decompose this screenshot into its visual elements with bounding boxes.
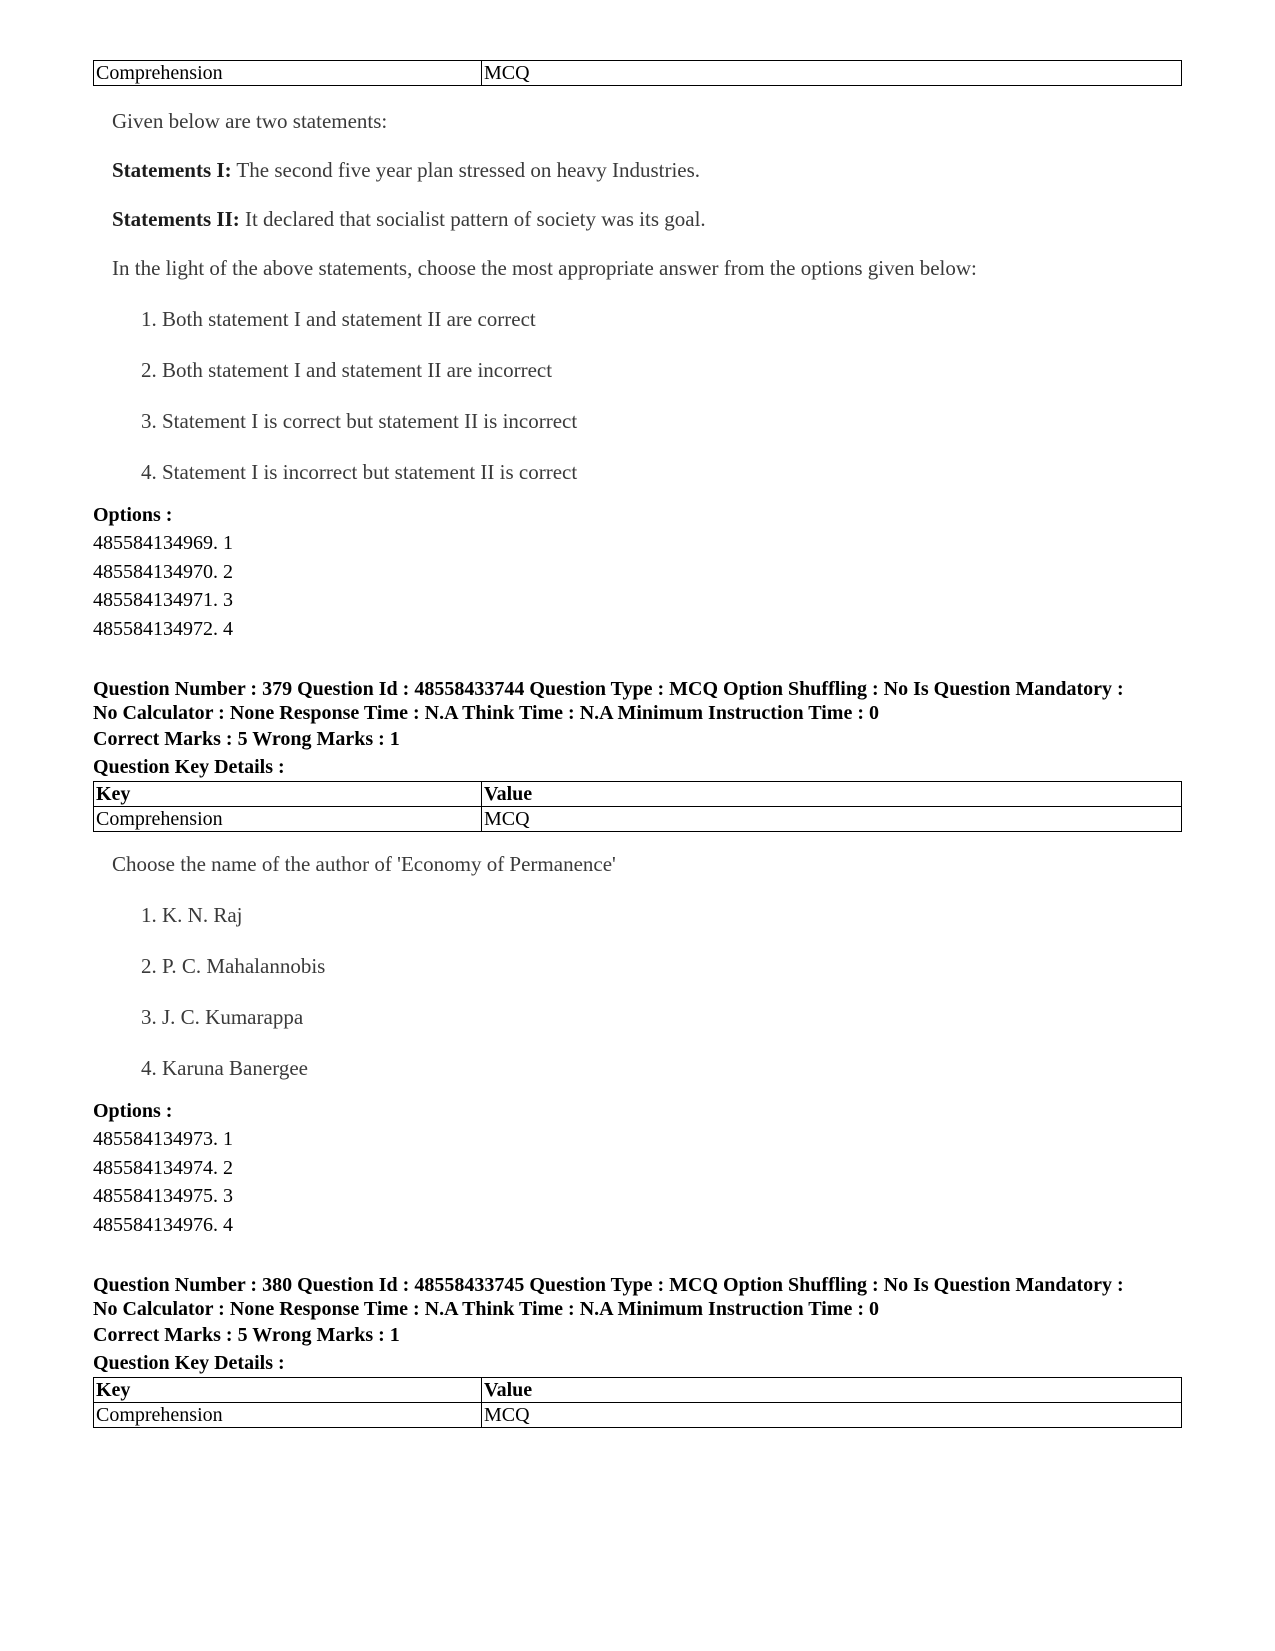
option-line: 485584134976. 4 [93, 1213, 233, 1236]
option-line: 485584134969. 1 [93, 532, 233, 554]
options-label: Options : [93, 1100, 173, 1122]
value-cell: MCQ [482, 807, 1182, 832]
table-header-row [94, 1378, 1182, 1403]
question-380-header [93, 1273, 1182, 1321]
key-details-table-top [93, 60, 1182, 86]
question-header-line: No Calculator : None Response Time : N.A Think Time : N.A Minimum Instruction Time : 0 [93, 702, 879, 724]
choice-3: 3. Statement I is correct but statement II is incorrect [141, 409, 578, 433]
value-header: Value [482, 1378, 1182, 1403]
choice-2: 2. Both statement I and statement II are incorrect [141, 358, 553, 382]
question-body-379 [93, 849, 1182, 1083]
question-header-line: No Calculator : None Response Time : N.A Think Time : N.A Minimum Instruction Time : 0 [93, 1298, 879, 1320]
choice-2: 2. P. C. Mahalannobis [141, 954, 326, 978]
choice-1: 1. Both statement I and statement II are correct [141, 307, 536, 331]
choice-4: 4. Karuna Banergee [141, 1056, 308, 1080]
question-body-statements [93, 106, 1182, 487]
statement-2 [93, 204, 1182, 234]
options-label: Options : [93, 504, 173, 526]
marks-line: Correct Marks : 5 Wrong Marks : 1 [93, 1324, 400, 1346]
statement-2-text: It declared that socialist pattern of society was its goal. [239, 207, 706, 231]
option-line: 485584134974. 2 [93, 1156, 233, 1179]
key-details-table-380 [93, 1377, 1182, 1428]
value-cell: MCQ [482, 1403, 1182, 1428]
value-cell: MCQ [482, 61, 1182, 86]
choice-4: 4. Statement I is incorrect but statement II is correct [141, 460, 578, 484]
key-details-label: Question Key Details : [93, 756, 285, 778]
table-row [94, 807, 1182, 832]
option-line: 485584134970. 2 [93, 560, 233, 583]
statement-1-text: The second five year plan stressed on heavy Industries. [231, 158, 701, 182]
table-row [94, 1403, 1182, 1428]
option-line: 485584134972. 4 [93, 617, 233, 640]
option-line: 485584134973. 1 [93, 1128, 233, 1150]
key-header: Key [94, 782, 482, 807]
question-instruction: In the light of the above statements, choose the most appropriate answer from the options given below: [112, 256, 977, 280]
document-page [93, 60, 1182, 1428]
table-header-row [94, 782, 1182, 807]
key-cell: Comprehension [94, 807, 482, 832]
key-details-label: Question Key Details : [93, 1352, 285, 1374]
option-line: 485584134971. 3 [93, 589, 233, 611]
question-header-line: Question Number : 380 Question Id : 48558433745 Question Type : MCQ Option Shuffling : No Is Question Mandatory : [93, 1274, 1124, 1296]
key-header: Key [94, 1378, 482, 1403]
table-row [94, 61, 1182, 86]
choice-1: 1. K. N. Raj [141, 903, 243, 927]
question-text: Choose the name of the author of 'Economy of Permanence' [112, 852, 616, 876]
option-line: 485584134975. 3 [93, 1185, 233, 1207]
key-details-table-379 [93, 781, 1182, 832]
question-header-line: Question Number : 379 Question Id : 48558433744 Question Type : MCQ Option Shuffling : No Is Question Mandatory : [93, 678, 1124, 700]
choice-3: 3. J. C. Kumarappa [141, 1005, 304, 1029]
key-cell: Comprehension [94, 61, 482, 86]
statement-1-label: Statements I: [112, 158, 232, 182]
key-cell: Comprehension [94, 1403, 482, 1428]
statement-2-label: Statements II: [112, 207, 240, 231]
question-379-header [93, 677, 1182, 725]
question-intro: Given below are two statements: [112, 109, 388, 133]
statement-1 [93, 155, 1182, 185]
marks-line: Correct Marks : 5 Wrong Marks : 1 [93, 728, 400, 750]
value-header: Value [482, 782, 1182, 807]
